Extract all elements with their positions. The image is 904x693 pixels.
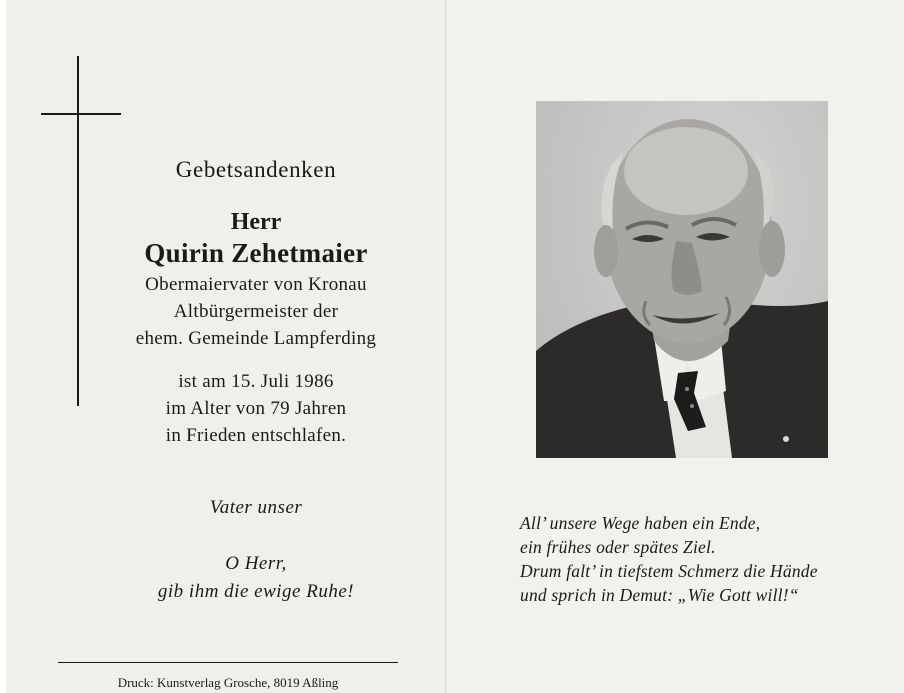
death-notice-line: in Frieden entschlafen. [165, 425, 347, 446]
cross-horizontal-bar [41, 113, 121, 115]
imprint-divider [58, 662, 398, 663]
salutation: Herr [230, 209, 282, 235]
title-line: Obermaiervater von Kronau [145, 274, 367, 295]
titles-block [56, 271, 456, 352]
portrait-illustration [536, 101, 828, 458]
blessing-line: O Herr, [225, 553, 287, 574]
death-notice-line: im Alter von 79 Jahren [165, 398, 347, 419]
blessing-line: gib ihm die ewige Ruhe! [157, 581, 355, 602]
death-notice [56, 368, 456, 449]
blessing [56, 550, 456, 606]
death-notice-line: ist am 15. Juli 1986 [178, 371, 334, 392]
imprint: Druck: Kunstverlag Grosche, 8019 Aßling [117, 675, 339, 690]
poem [520, 511, 890, 607]
title-line: ehem. Gemeinde Lampferding [135, 328, 377, 349]
deceased-name: Quirin Zehetmaier [144, 238, 368, 268]
portrait-photo [536, 101, 828, 458]
title-line: Altbürgermeister der [173, 301, 339, 322]
poem-line: ein frühes oder spätes Ziel. [520, 537, 716, 557]
heading: Gebetsandenken [175, 157, 337, 182]
poem-line: und sprich in Demut: „Wie Gott will!“ [520, 585, 799, 605]
poem-line: All’ unsere Wege haben ein Ende, [520, 513, 761, 533]
prayer: Vater unser [209, 497, 303, 518]
poem-line: Drum falt’ in tiefstem Schmerz die Hände [520, 561, 818, 581]
